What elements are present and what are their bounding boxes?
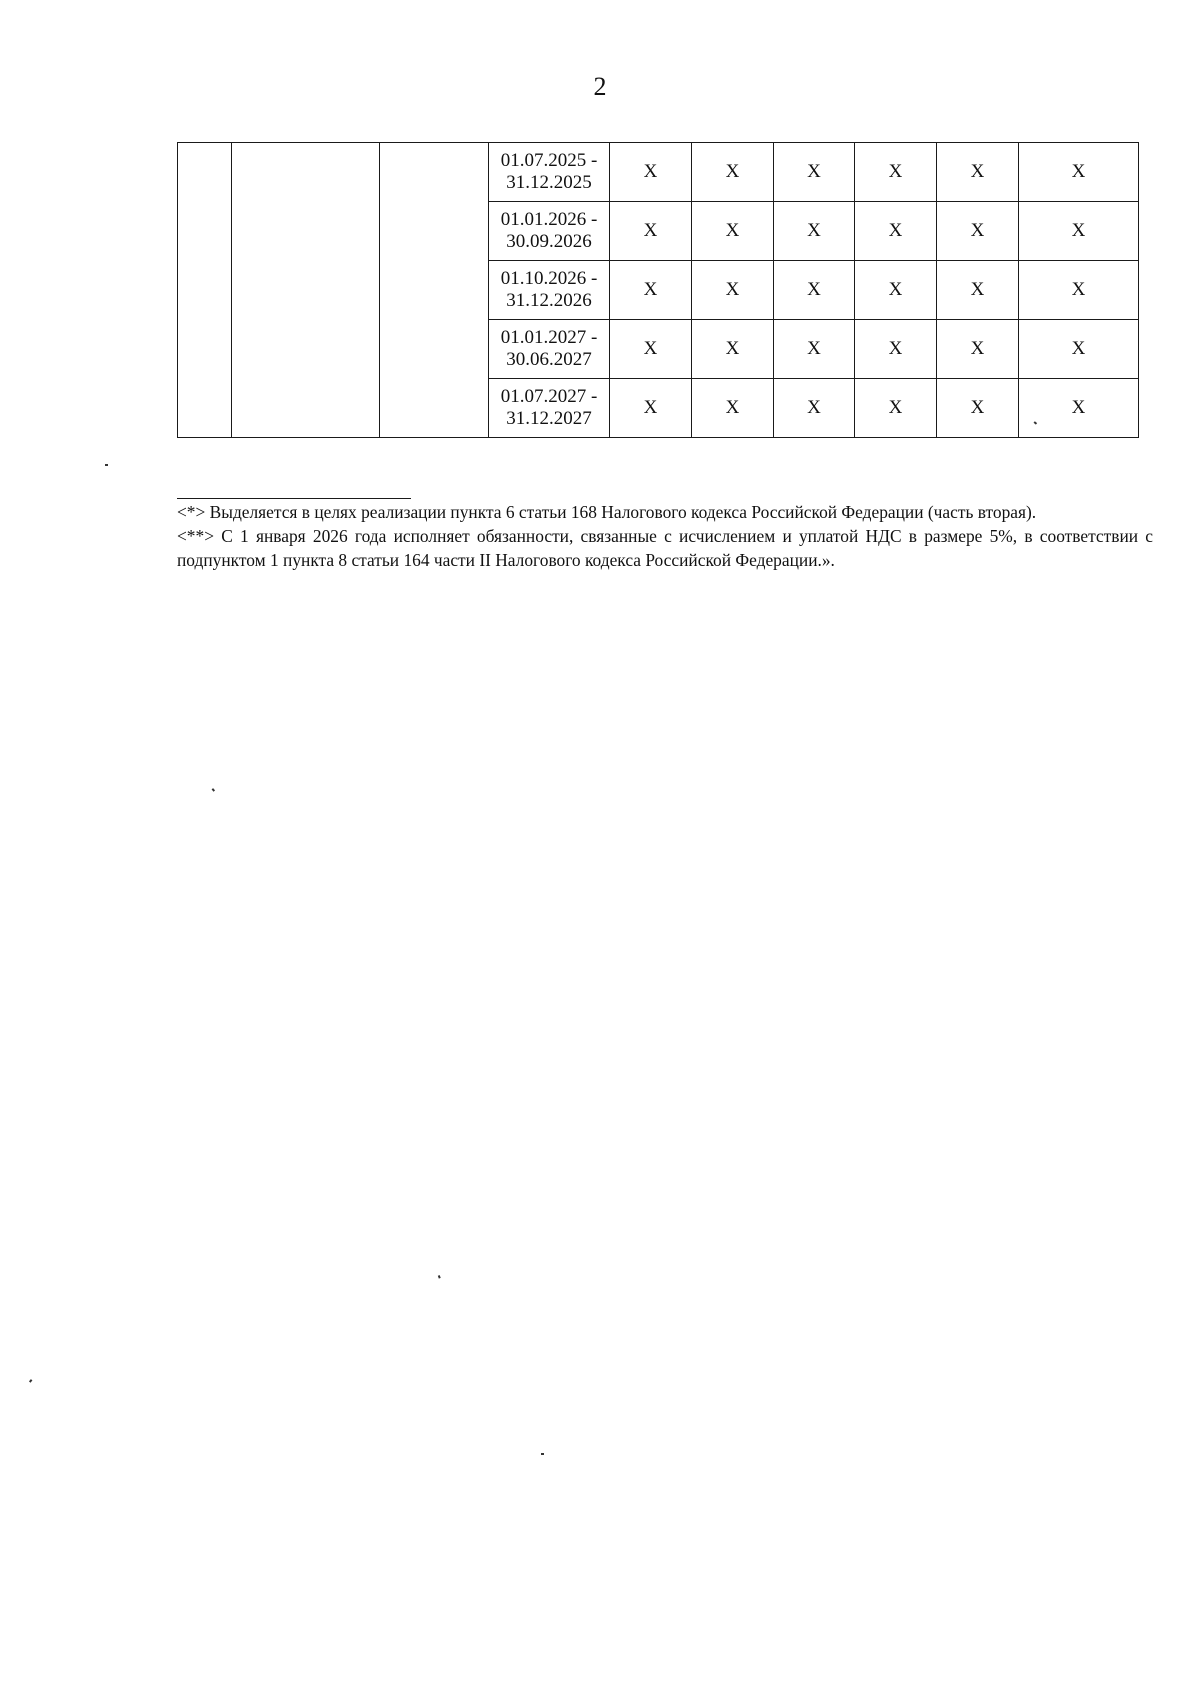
scan-speck (541, 1453, 544, 1455)
mark-cell: X (937, 202, 1019, 261)
period-table (177, 142, 1139, 438)
mark-cell: X (692, 143, 774, 202)
period-cell (489, 143, 610, 202)
mark-cell: X (774, 143, 855, 202)
mark-cell: X (855, 202, 937, 261)
period-start: 01.01.2026 - (500, 209, 598, 230)
mark-cell: X (855, 143, 937, 202)
footnote-separator (177, 498, 411, 499)
footnote-2: <**> С 1 января 2026 года исполняет обязанности, связанные с исчислением и уплатой НДС в размере 5%, в соответствии с подпунктом 1 пункта 8 статьи 164 части II Налогового кодекса Российской Федерации.». (177, 526, 1153, 570)
period-cell (489, 320, 610, 379)
scan-speck (29, 1379, 32, 1382)
mark-cell: X (1019, 143, 1139, 202)
scan-speck (212, 788, 215, 791)
mark-cell: X (692, 379, 774, 438)
mark-cell: X (610, 320, 692, 379)
merged-cell-1 (178, 143, 232, 438)
mark-cell: X (855, 379, 937, 438)
merged-cell-3 (380, 143, 489, 438)
mark-cell: X (774, 320, 855, 379)
mark-cell: X (692, 261, 774, 320)
period-start: 01.10.2026 - (500, 268, 598, 289)
mark-cell: X (1019, 320, 1139, 379)
mark-cell: X (610, 379, 692, 438)
mark-cell: X (692, 202, 774, 261)
mark-cell: X (1019, 379, 1139, 438)
period-start: 01.07.2027 - (500, 386, 598, 407)
table-row (178, 143, 1139, 202)
footnote-1: <*> Выделяется в целях реализации пункта 6 статьи 168 Налогового кодекса Российской Федерации (часть вторая). (177, 502, 1037, 522)
mark-cell: X (774, 261, 855, 320)
period-cell (489, 261, 610, 320)
mark-cell: X (937, 261, 1019, 320)
mark-cell: X (937, 320, 1019, 379)
period-start: 01.01.2027 - (500, 327, 598, 348)
period-end: 30.06.2027 (506, 349, 592, 370)
period-start: 01.07.2025 - (500, 150, 598, 171)
page-number: 2 (593, 72, 607, 101)
mark-cell: X (692, 320, 774, 379)
period-end: 31.12.2026 (506, 290, 592, 311)
mark-cell: X (855, 320, 937, 379)
mark-cell: X (1019, 261, 1139, 320)
mark-cell: X (774, 379, 855, 438)
scan-speck (438, 1275, 440, 1278)
mark-cell: X (774, 202, 855, 261)
period-end: 30.09.2026 (506, 231, 592, 252)
period-end: 31.12.2025 (506, 172, 592, 193)
merged-cell-2 (232, 143, 380, 438)
period-cell (489, 202, 610, 261)
mark-cell: X (610, 261, 692, 320)
mark-cell: X (610, 143, 692, 202)
period-cell (489, 379, 610, 438)
period-end: 31.12.2027 (506, 408, 592, 429)
mark-cell: X (937, 379, 1019, 438)
mark-cell: X (855, 261, 937, 320)
mark-cell: X (937, 143, 1019, 202)
mark-cell: X (610, 202, 692, 261)
scan-speck (105, 464, 108, 466)
mark-cell: X (1019, 202, 1139, 261)
footnotes (177, 500, 1153, 572)
